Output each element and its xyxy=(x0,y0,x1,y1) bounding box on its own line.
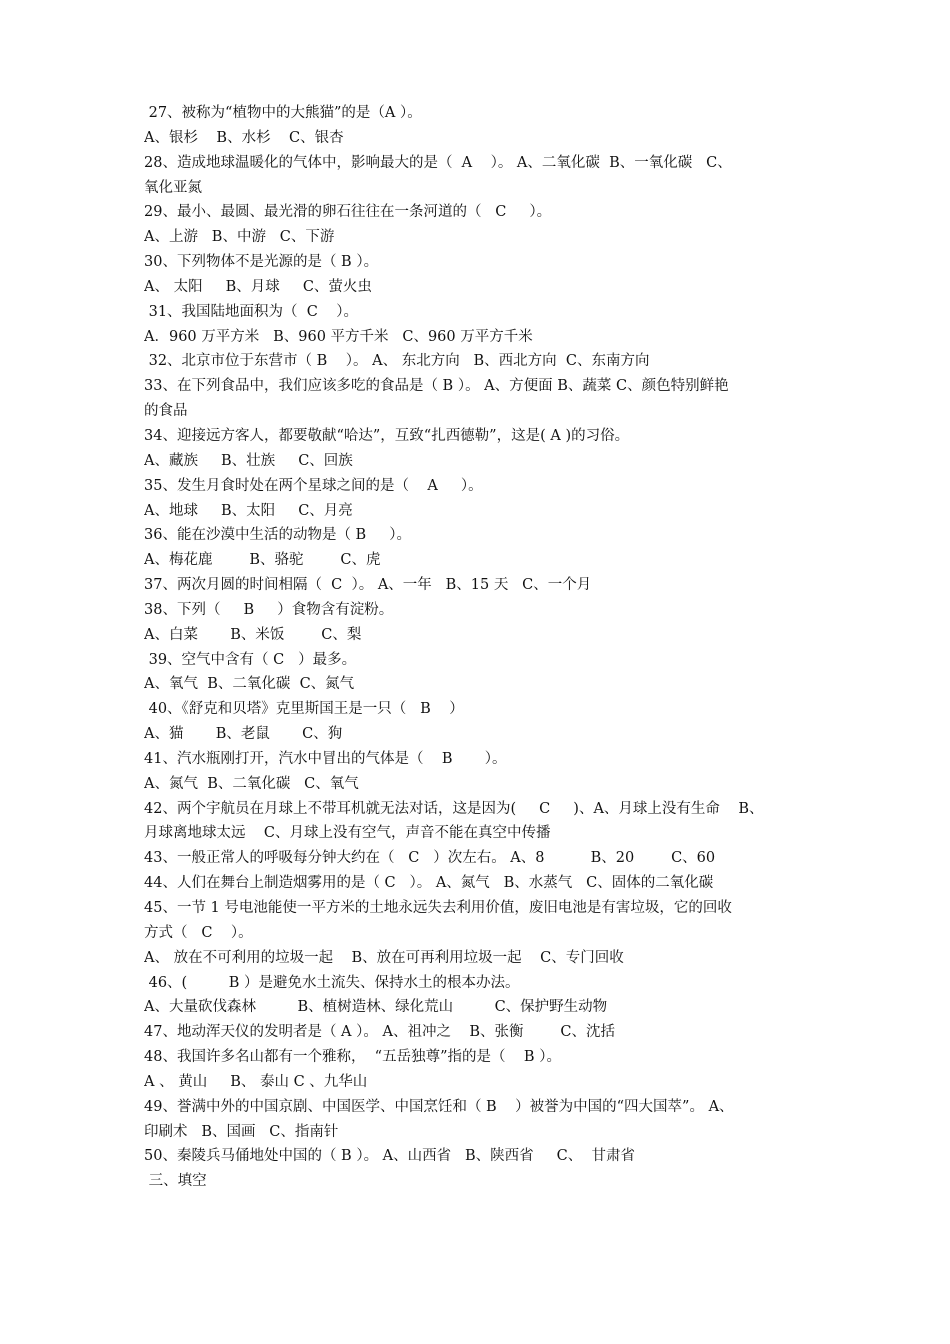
text-line: A、地球 B、太阳 C、月亮 xyxy=(144,502,353,519)
document-page xyxy=(144,101,816,1194)
text-line: 45、一节 1 号电池能使一平方米的土地永远失去利用价值，废旧电池是有害垃圾，它的回收 xyxy=(144,900,732,916)
text-line: 36、能在沙漠中生活的动物是（ B ）。 xyxy=(144,527,412,544)
text-line: 41、汽水瓶刚打开，汽水中冒出的气体是（ B ）。 xyxy=(144,750,507,767)
text-line: 31、我国陆地面积为（ C ）。 xyxy=(144,303,359,320)
text-line: 印刷术 B、国画 C、指南针 xyxy=(144,1123,339,1140)
text-line: A、藏族 B、壮族 C、回族 xyxy=(144,452,353,469)
text-line: 29、最小、最圆、最光滑的卵石往往在一条河道的（ C ）。 xyxy=(144,204,552,221)
text-line: 44、人们在舞台上制造烟雾用的是（ C ）。 A、氮气 B、水蒸气 C、固体的二氧化碳 xyxy=(144,875,714,892)
text-line: A、氮气 B、二氧化碳 C、氧气 xyxy=(144,775,359,792)
text-line: 三、填空 xyxy=(144,1173,207,1190)
text-line: 50、秦陵兵马俑地处中国的（ B ）。 A、山西省 B、陕西省 C、 甘肃省 xyxy=(144,1148,635,1165)
text-line: 的食品 xyxy=(144,403,188,420)
text-line: A、银杉 B、水杉 C、银杏 xyxy=(144,129,344,146)
text-line: 49、誉满中外的中国京剧、中国医学、中国烹饪和（ B ）被誉为中国的“四大国萃”。 A、 xyxy=(144,1098,734,1115)
text-line: 34、迎接远方客人，都要敬献“哈达”，互致“扎西德勒”，这是( A )的习俗。 xyxy=(144,427,630,444)
text-line: 42、两个宇航员在月球上不带耳机就无法对话，这是因为( C )、A、月球上没有生命 B、 xyxy=(144,800,764,817)
text-line: 方式（ C ）。 xyxy=(144,924,253,941)
text-line: 38、下列（ B ）食物含有淀粉。 xyxy=(144,601,394,618)
text-line: A、上游 B、中游 C、下游 xyxy=(144,229,335,246)
text-line: 27、被称为“植物中的大熊猫”的是（A ）。 xyxy=(144,105,422,121)
text-line: 月球离地球太远 C、月球上没有空气，声音不能在真空中传播 xyxy=(144,825,551,842)
text-line: A．960 万平方米 B、960 平方千米 C、960 万平方千米 xyxy=(144,328,533,345)
text-line: 32、北京市位于东营市（ B ）。 A、 东北方向 B、西北方向 C、东南方向 xyxy=(144,353,650,370)
text-line: A、 放在不可利用的垃圾一起 B、放在可再利用垃圾一起 C、专门回收 xyxy=(144,949,624,966)
text-line: A、 太阳 B、月球 C、萤火虫 xyxy=(144,278,372,295)
text-line: A、氧气 B、二氧化碳 C、氮气 xyxy=(144,676,355,693)
text-line: A、梅花鹿 B、骆驼 C、虎 xyxy=(144,552,381,569)
text-line: 46、( B ）是避免水土流失、保持水土的根本办法。 xyxy=(144,974,520,991)
text-line: A、猫 B、老鼠 C、狗 xyxy=(144,726,343,743)
text-line: 28、造成地球温暖化的气体中，影响最大的是（ A ）。 A、二氧化碳 B、一氧化碳 C、 xyxy=(144,154,732,171)
text-line: A、大量砍伐森林 B、植树造林、绿化荒山 C、保护野生动物 xyxy=(144,999,608,1016)
text-line: A、白菜 B、米饭 C、梨 xyxy=(144,626,362,643)
text-line: 48、我国许多名山都有一个雅称， “五岳独尊”指的是（ B ）。 xyxy=(144,1049,561,1066)
text-line: 35、发生月食时处在两个星球之间的是（ A ）。 xyxy=(144,477,483,494)
text-line: 39、空气中含有（ C ）最多。 xyxy=(144,651,357,668)
text-line: A 、 黄山 B、 泰山 C 、九华山 xyxy=(144,1073,368,1090)
text-line: 47、地动浑天仪的发明者是（ A ）。 A、祖冲之 B、张衡 C、沈括 xyxy=(144,1024,616,1041)
text-line: 氧化亚氮 xyxy=(144,179,202,196)
text-line: 40、《舒克和贝塔》克里斯国王是一只（ B ） xyxy=(144,701,464,718)
text-line: 30、下列物体不是光源的是（ B ）。 xyxy=(144,254,379,271)
text-line: 37、两次月圆的时间相隔（ C ）。 A、一年 B、15 天 C、一个月 xyxy=(144,577,592,594)
text-line: 33、在下列食品中，我们应该多吃的食品是（ B ）。 A、方便面 B、蔬菜 C、颜色特别鲜艳 xyxy=(144,378,729,395)
text-line: 43、一般正常人的呼吸每分钟大约在（ C ）次左右。 A、8 B、20 C、60 xyxy=(144,850,716,867)
